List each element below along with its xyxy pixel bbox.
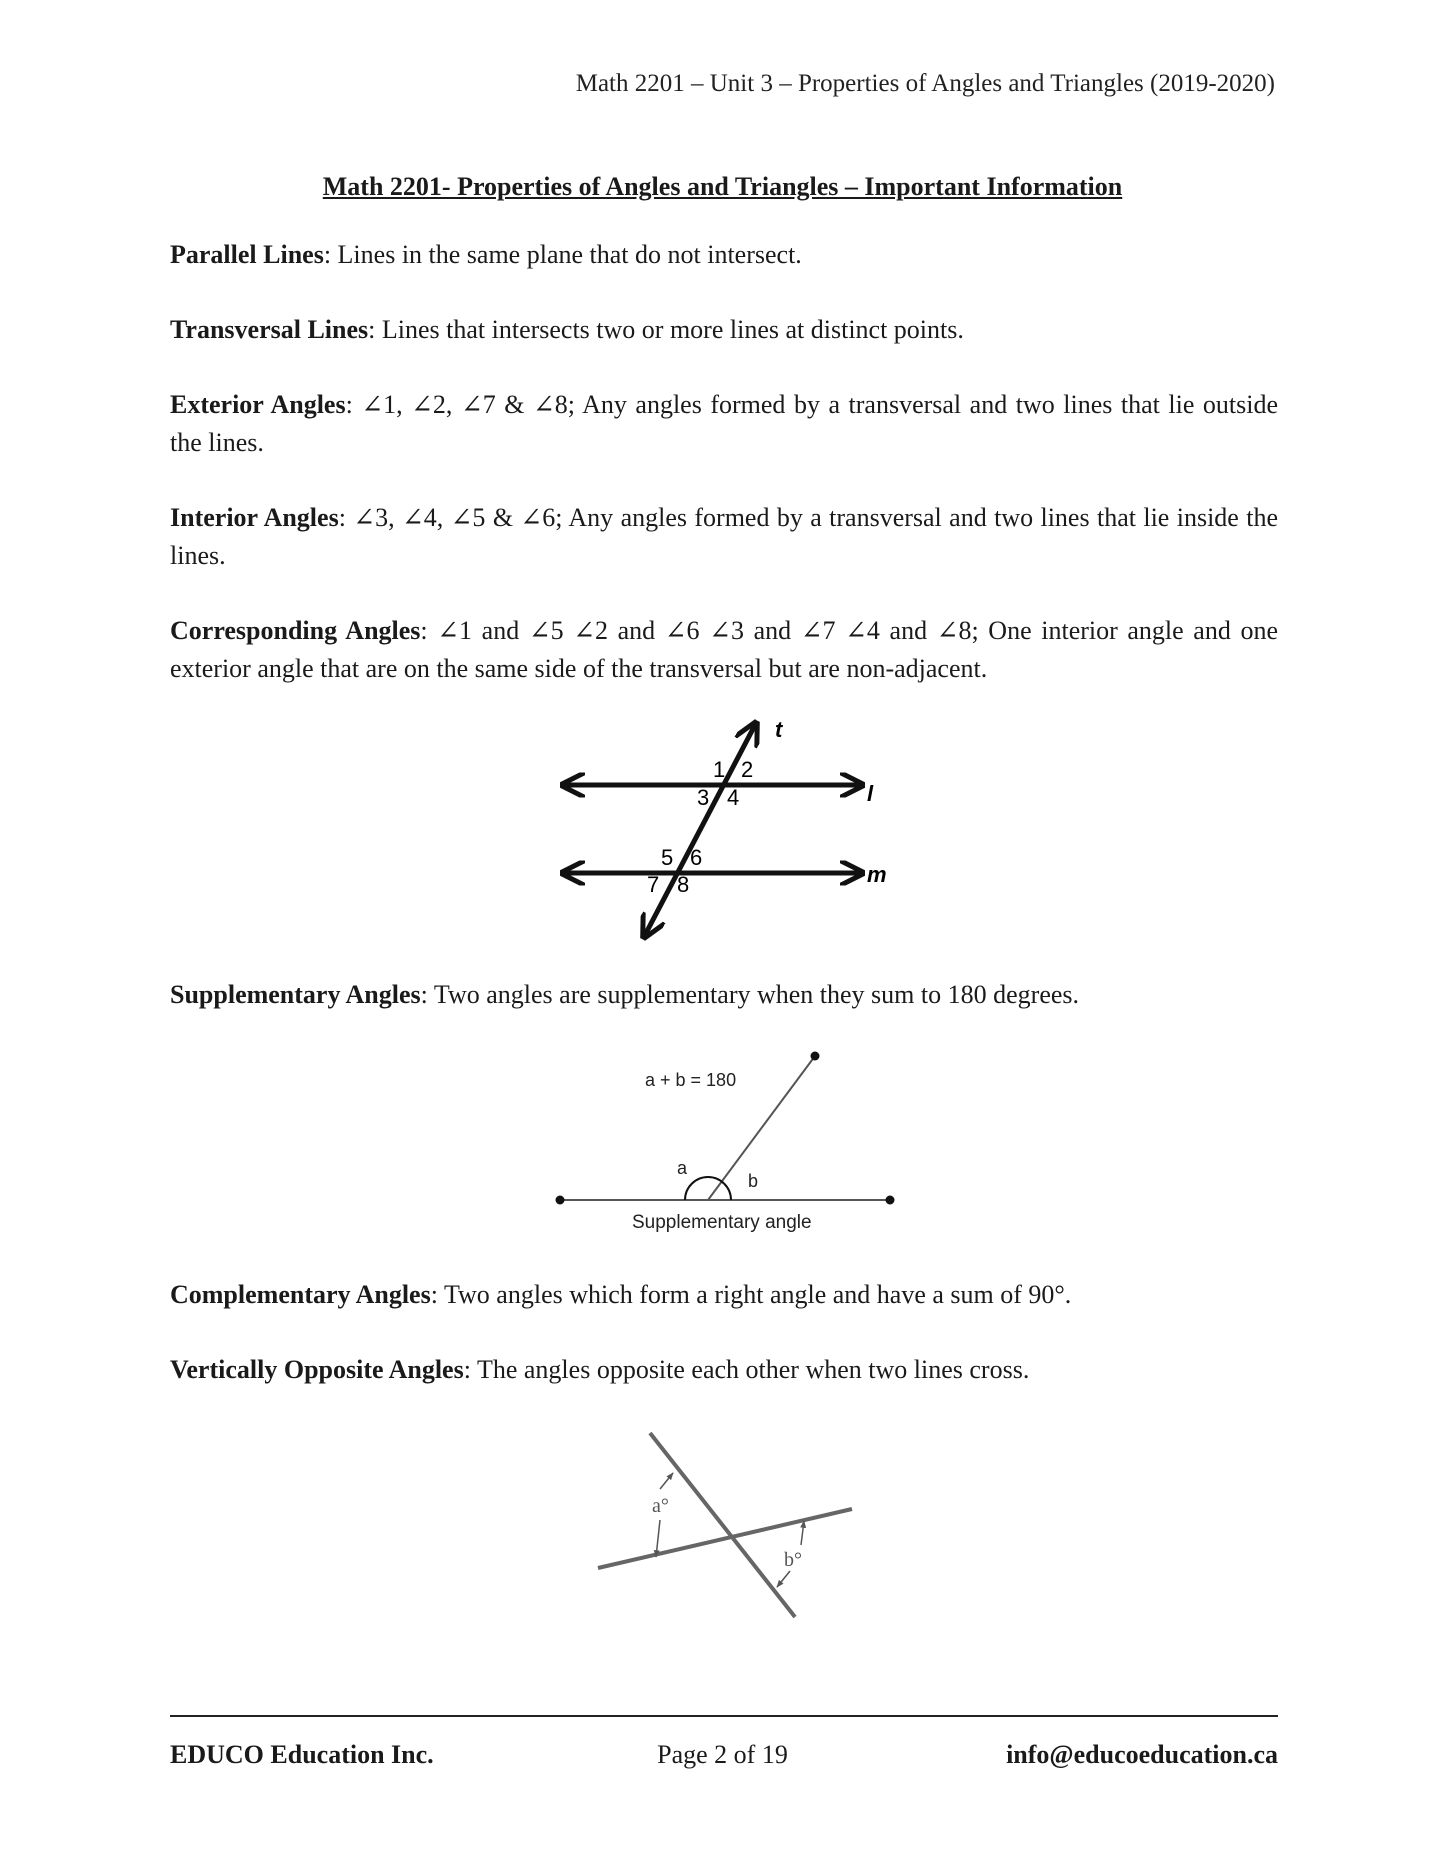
endpoint-dot xyxy=(886,1196,895,1205)
footer-company: EDUCO Education Inc. xyxy=(170,1740,434,1769)
definition-supplementary-angles xyxy=(170,976,1278,1014)
equation-label: a + b = 180 xyxy=(645,1070,737,1090)
definition-text: : ∠1, ∠2, ∠7 & ∠8; Any angles formed by a transversal and two lines that lie outside the lines. xyxy=(170,390,1279,457)
angle-label-5: 5 xyxy=(661,845,674,870)
arrow-b-lower xyxy=(777,1571,790,1587)
angle-arc xyxy=(685,1177,731,1200)
definition-text: : Two angles which form a right angle and have a sum of 90°. xyxy=(430,1280,1072,1309)
angle-label-a: a xyxy=(677,1158,688,1178)
definition-exterior-angles xyxy=(170,386,1278,462)
label-l: l xyxy=(867,781,874,806)
line-t xyxy=(645,725,755,935)
term-corresponding-angles: Corresponding Angles xyxy=(170,616,421,645)
running-head: Math 2201 – Unit 3 – Properties of Angles and Triangles (2019-2020) xyxy=(575,70,1275,97)
arrow-a-upper xyxy=(660,1473,673,1489)
definition-vertically-opposite-angles xyxy=(170,1351,1278,1389)
definition-corresponding-angles xyxy=(170,612,1278,688)
endpoint-dot xyxy=(556,1196,565,1205)
definition-text: : Lines in the same plane that do not intersect. xyxy=(323,240,802,269)
endpoint-dot xyxy=(811,1052,820,1061)
angle-label-1: 1 xyxy=(713,757,726,782)
footer-page-number: Page 2 of 19 xyxy=(657,1740,788,1769)
definition-parallel-lines xyxy=(170,236,1278,274)
angle-label-4: 4 xyxy=(727,785,740,810)
term-exterior-angles: Exterior Angles xyxy=(170,390,346,419)
definition-complementary-angles xyxy=(170,1276,1278,1314)
definition-text: : Lines that intersects two or more lines at distinct points. xyxy=(368,315,964,344)
definition-interior-angles xyxy=(170,499,1278,575)
line-two xyxy=(598,1509,852,1568)
term-supplementary-angles: Supplementary Angles xyxy=(170,980,421,1009)
figure-caption: Supplementary angle xyxy=(632,1212,812,1233)
angle-label-6: 6 xyxy=(690,845,703,870)
page-title: Math 2201- Properties of Angles and Triangles – Important Information xyxy=(322,172,1123,201)
label-t: t xyxy=(775,717,783,742)
term-complementary-angles: Complementary Angles xyxy=(170,1280,431,1309)
angle-label-7: 7 xyxy=(647,872,660,897)
footer-email: info@educoeducation.ca xyxy=(1006,1740,1278,1769)
supplementary-angle-diagram xyxy=(545,1040,905,1240)
arrow-b-upper xyxy=(801,1521,804,1545)
angle-label-8: 8 xyxy=(677,872,690,897)
definition-text: : ∠3, ∠4, ∠5 & ∠6; Any angles formed by a transversal and two lines that lie inside the lines. xyxy=(170,503,1278,570)
label-m: m xyxy=(867,862,887,887)
definition-text: : The angles opposite each other when two lines cross. xyxy=(463,1355,1030,1384)
term-vertically-opposite-angles: Vertically Opposite Angles xyxy=(170,1355,464,1384)
arrow-a-lower xyxy=(656,1520,660,1557)
term-transversal-lines: Transversal Lines xyxy=(170,315,369,344)
definition-text: : Two angles are supplementary when they sum to 180 degrees. xyxy=(420,980,1080,1009)
line-one xyxy=(650,1433,795,1617)
term-parallel-lines: Parallel Lines xyxy=(170,240,324,269)
definition-transversal-lines xyxy=(170,311,1278,349)
definition-text: : ∠1 and ∠5 ∠2 and ∠6 ∠3 and ∠7 ∠4 and ∠8; One interior angle and one exterior angle that are on the same side of the transversal but are non-adjacent. xyxy=(170,616,1279,683)
angle-label-3: 3 xyxy=(697,785,710,810)
term-interior-angles: Interior Angles xyxy=(170,503,339,532)
transversal-diagram xyxy=(555,715,895,945)
angle-label-b: b xyxy=(748,1171,759,1191)
angle-label-b: b° xyxy=(784,1549,802,1571)
vertical-angles-diagram xyxy=(590,1425,860,1625)
angle-label-2: 2 xyxy=(741,757,754,782)
angle-label-a: a° xyxy=(652,1495,669,1517)
footer-divider xyxy=(170,1715,1278,1717)
